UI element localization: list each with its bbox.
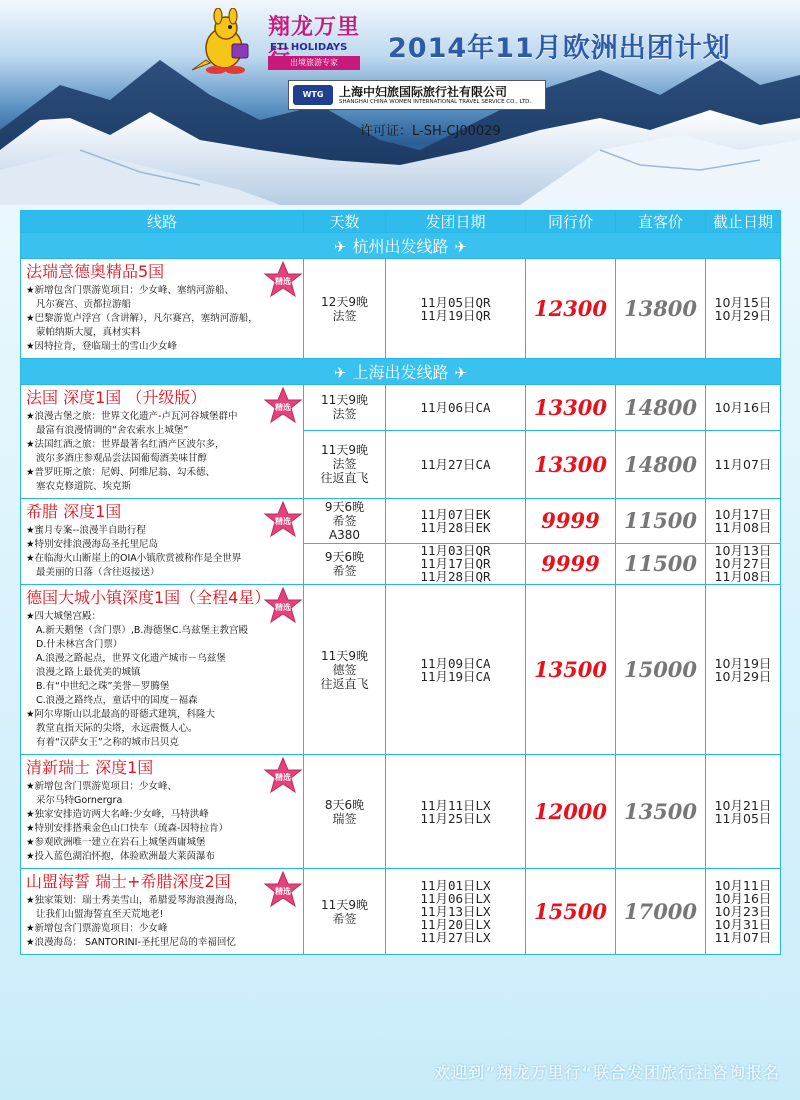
route-cell — [21, 869, 304, 955]
deadline-cell — [706, 259, 781, 359]
departure-date: 11月25日LX — [420, 810, 491, 826]
deadline-date: 10月13日 — [714, 543, 772, 559]
badge-label: 精选 — [275, 773, 291, 782]
column-header-peer-price: 同行价 — [526, 211, 616, 233]
highlight-item: C.浪漫之路终点，童话中的国度－福森 — [36, 695, 198, 706]
column-header-departure: 发团日期 — [386, 211, 526, 233]
days-cell — [304, 430, 386, 498]
departure-date: 11月01日LX — [420, 878, 491, 893]
direct-price: 13800 — [616, 259, 706, 359]
days-text: 瑞签 — [332, 811, 357, 826]
highlight-item: 蒙帕纳斯大厦，真材实料 — [36, 327, 141, 338]
route-title: 山盟海誓 瑞士+希腊深度2国 — [26, 872, 231, 891]
departure-date: 11月07日EK — [420, 506, 491, 522]
departure-date: 11月27日LX — [420, 930, 491, 945]
deadline-date: 11月07日 — [714, 456, 772, 472]
company-logo — [180, 8, 370, 78]
agency-badge-icon: WTG — [293, 85, 333, 105]
plane-icon: ✈ — [333, 238, 347, 256]
peer-price: 12000 — [526, 755, 616, 869]
days-text: 11天9晚 — [321, 443, 368, 458]
departure-dates-cell — [386, 543, 526, 584]
kangaroo-mascot-icon — [180, 8, 265, 78]
region-label: 杭州出发线路 — [352, 237, 449, 256]
departure-date: 11月13日LX — [420, 904, 491, 919]
deadline-cell — [706, 585, 781, 755]
days-cell — [304, 543, 386, 584]
days-text: 法签 — [332, 308, 357, 323]
deadline-cell — [706, 430, 781, 498]
departure-dates-cell — [386, 755, 526, 869]
days-cell — [304, 499, 386, 544]
table-row — [21, 499, 781, 544]
featured-star-badge-icon — [263, 587, 303, 625]
highlight-item: 最美丽的日落（含往返接送） — [36, 567, 160, 578]
departure-dates-cell — [386, 869, 526, 955]
deadline-cell — [706, 499, 781, 544]
highlight-item: ★参观欧洲唯一建立在岩石上城堡西庸城堡 — [26, 837, 206, 848]
deadline-date: 10月16日 — [714, 891, 772, 906]
column-header-deadline: 截止日期 — [706, 211, 781, 233]
peer-price: 13500 — [526, 585, 616, 755]
deadline-cell — [706, 543, 781, 584]
deadline-cell — [706, 385, 781, 431]
region-label: 上海出发线路 — [352, 363, 449, 382]
highlight-item: ★特别安排浪漫海岛圣托里尼岛 — [26, 539, 159, 550]
departure-date: 11月17日QR — [420, 556, 491, 572]
featured-star-badge-icon — [263, 387, 303, 425]
deadline-date: 10月16日 — [714, 399, 772, 415]
table-row — [21, 585, 781, 755]
tour-schedule-table — [20, 210, 781, 955]
days-text: 希签 — [332, 911, 357, 926]
highlight-item: D.什未林宫含门票） — [36, 639, 123, 650]
days-text: 往返直飞 — [320, 676, 369, 691]
highlight-item: ★在临海火山断崖上的OIA小镇欣赏被称作是全世界 — [26, 553, 242, 564]
peer-price: 13300 — [526, 385, 616, 431]
departure-date: 11月27日CA — [420, 456, 491, 472]
departure-date: 11月20日LX — [420, 917, 491, 932]
direct-price: 11500 — [616, 499, 706, 544]
departure-date: 11月05日QR — [420, 294, 491, 310]
deadline-date: 10月31日 — [714, 917, 772, 932]
highlight-item: ★普罗旺斯之旅：尼姆、阿维尼翁、勾禾德、 — [26, 467, 216, 478]
deadline-date: 10月17日 — [714, 506, 772, 522]
departure-dates-cell — [386, 430, 526, 498]
highlight-item: ★新增包含门票游览项目：少女峰、 — [26, 781, 178, 792]
highlight-item: ★蜜月专案--浪漫半自助行程 — [26, 525, 146, 536]
highlight-item: 让我们山盟海誓直至天荒地老! — [36, 909, 164, 920]
deadline-date: 11月07日 — [714, 930, 772, 945]
brand-name-cn: 翔龙万里 — [268, 14, 361, 40]
route-cell — [21, 585, 304, 755]
peer-price: 13300 — [526, 430, 616, 498]
departure-date: 11月06日CA — [420, 399, 491, 415]
plane-icon: ✈ — [454, 364, 468, 382]
route-highlights — [26, 284, 298, 354]
featured-star-badge-icon — [263, 261, 303, 299]
deadline-date: 10月29日 — [714, 668, 772, 684]
peer-price: 9999 — [526, 543, 616, 584]
departure-dates-cell — [386, 585, 526, 755]
highlight-item: ★浪漫海岛： SANTORINI-圣托里尼岛的幸福回忆 — [26, 937, 236, 948]
direct-price: 14800 — [616, 430, 706, 498]
direct-price: 11500 — [616, 543, 706, 584]
deadline-cell — [706, 869, 781, 955]
deadline-date: 10月19日 — [714, 655, 772, 671]
badge-label: 精选 — [275, 517, 291, 526]
region-header — [21, 359, 781, 385]
days-cell — [304, 585, 386, 755]
days-text: 8天6晚 — [324, 797, 365, 812]
highlight-item: ★投入蓝色湖泊怀抱，体验欧洲最大莱茵瀑布 — [26, 851, 216, 862]
highlight-item: ★因特拉肯，登临瑞士的雪山少女峰 — [26, 341, 178, 352]
peer-price: 9999 — [526, 499, 616, 544]
direct-price: 14800 — [616, 385, 706, 431]
highlight-item: 浪漫之路上最优美的城镇 — [36, 667, 141, 678]
agency-name-cn: 上海中妇旅国际旅行社有限公司 — [339, 85, 508, 99]
route-title: 法国 深度1国 （升级版） — [26, 388, 207, 407]
direct-price: 13500 — [616, 755, 706, 869]
badge-label: 精选 — [275, 277, 291, 286]
highlight-item: A.浪漫之路起点，世界文化遗产城市－乌兹堡 — [36, 653, 226, 664]
brand-name-en: ETI HOLIDAYS — [270, 42, 348, 53]
departure-date: 11月19日QR — [420, 307, 491, 323]
days-text: 德签 — [332, 662, 357, 677]
badge-label: 精选 — [275, 403, 291, 412]
footer-slogan: 欢迎到”翔龙万里行“联合发团旅行社咨询报名 — [433, 1063, 780, 1082]
route-title: 法瑞意德奥精品5国 — [26, 262, 165, 281]
featured-star-badge-icon — [263, 501, 303, 539]
direct-price: 17000 — [616, 869, 706, 955]
highlight-item: ★阿尔卑斯山以北最高的哥德式建筑，科隆大 — [26, 709, 216, 720]
highlight-item: 最富有浪漫情调的“舍农索水上城堡” — [36, 425, 189, 436]
highlight-item: B.有“中世纪之珠”美誉－罗腾堡 — [36, 681, 170, 692]
route-highlights — [26, 410, 298, 494]
table-row — [21, 259, 781, 359]
days-text: 12天9晚 — [321, 294, 368, 309]
agency-name-en: SHANGHAI CHINA WOMEN INTERNATIONAL TRAVEL SERVICE CO., LTD. — [339, 99, 532, 105]
table-body — [21, 233, 781, 955]
column-header-route: 线路 — [21, 211, 304, 233]
days-cell — [304, 755, 386, 869]
route-cell — [21, 259, 304, 359]
departure-date: 11月03日QR — [420, 543, 491, 559]
highlight-item: 采尔马特Gornergra — [36, 795, 123, 806]
header-banner — [0, 0, 800, 205]
days-cell — [304, 385, 386, 431]
table-header-row — [21, 211, 781, 233]
highlight-item: 波尔多酒庄参观品尝法国葡萄酒美味甘醇 — [36, 453, 208, 464]
highlight-item: ★新增包含门票游览项目：少女峰 — [26, 923, 168, 934]
column-header-direct-price: 直客价 — [616, 211, 706, 233]
highlight-item: ★特别安排搭乘金色山口快车（琉森-因特拉肯） — [26, 823, 228, 834]
plane-icon: ✈ — [333, 364, 347, 382]
region-header — [21, 233, 781, 259]
license-number: 许可证：L-SH-CJ00029 — [360, 124, 501, 139]
peer-price: 12300 — [526, 259, 616, 359]
route-title: 希腊 深度1国 — [26, 502, 122, 521]
route-cell — [21, 385, 304, 499]
deadline-date: 10月29日 — [714, 307, 772, 323]
days-text: 9天6晚 — [324, 549, 365, 564]
days-text: 11天9晚 — [321, 648, 368, 663]
featured-star-badge-icon — [263, 757, 303, 795]
plane-icon: ✈ — [454, 238, 468, 256]
route-cell — [21, 755, 304, 869]
departure-date: 11月28日QR — [420, 569, 491, 585]
route-highlights — [26, 524, 298, 580]
highlight-item: ★浪漫古堡之旅：世界文化遗产-卢瓦河谷城堡群中 — [26, 411, 238, 422]
deadline-date: 10月21日 — [714, 797, 772, 813]
days-text: 希签 — [332, 563, 357, 578]
days-text: 法签 — [332, 457, 357, 472]
departure-dates-cell — [386, 385, 526, 431]
highlight-item: 有着“汉萨女王”之称的城市吕贝克 — [36, 737, 179, 748]
days-cell — [304, 259, 386, 359]
highlight-item: A.新天鹅堡（含门票）,B.海德堡C.乌兹堡主教宫殿 — [36, 625, 249, 636]
featured-star-badge-icon — [263, 871, 303, 909]
route-highlights — [26, 610, 298, 750]
route-cell — [21, 499, 304, 585]
highlight-item: 塞农克修道院、埃克斯 — [36, 481, 132, 492]
route-highlights — [26, 780, 298, 864]
highlight-item: ★四大城堡宫殿： — [26, 611, 102, 622]
departure-date: 11月11日LX — [420, 797, 491, 813]
route-title: 清新瑞士 深度1国 — [26, 758, 154, 777]
route-highlights — [26, 894, 298, 950]
brand-tagline: 出境旅游专家 — [268, 56, 360, 70]
deadline-date: 11月05日 — [714, 810, 772, 826]
table-row — [21, 385, 781, 431]
days-text: 9天6晚 — [324, 499, 365, 514]
days-cell — [304, 869, 386, 955]
table-row — [21, 755, 781, 869]
departure-date: 11月09日CA — [420, 655, 491, 671]
days-text: 11天9晚 — [321, 897, 368, 912]
page-title: 2014年11月欧洲出团计划 — [388, 33, 731, 64]
deadline-date: 10月27日 — [714, 556, 772, 572]
highlight-item: 凡尔赛宫、贡都拉游船 — [36, 299, 132, 310]
days-text: 法签 — [332, 407, 357, 422]
deadline-date: 11月08日 — [714, 519, 772, 535]
departure-dates-cell — [386, 499, 526, 544]
days-text: 11天9晚 — [321, 393, 368, 408]
column-header-days: 天数 — [304, 211, 386, 233]
agency-logo-box — [288, 80, 546, 110]
table-row — [21, 869, 781, 955]
highlight-item: ★法国红酒之旅：世界最著名红酒产区波尔多， — [26, 439, 225, 450]
highlight-item: ★新增包含门票游览项目：少女峰、塞纳河游船、 — [26, 285, 235, 296]
deadline-date: 10月15日 — [714, 294, 772, 310]
region-header-row — [21, 233, 781, 259]
highlight-item: ★巴黎游览卢浮宫（含讲解），凡尔赛宫，塞纳河游船， — [26, 313, 258, 324]
deadline-date: 11月08日 — [714, 569, 772, 585]
highlight-item: ★独家安排造访两大名峰:少女峰，马特洪峰 — [26, 809, 209, 820]
region-header-row — [21, 359, 781, 385]
badge-label: 精选 — [275, 887, 291, 896]
deadline-cell — [706, 755, 781, 869]
deadline-date: 10月11日 — [714, 878, 772, 893]
highlight-item: 教堂直指天际的尖塔，永远震慑人心。 — [36, 723, 198, 734]
badge-label: 精选 — [275, 603, 291, 612]
days-text: 希签 — [332, 513, 357, 528]
departure-date: 11月19日CA — [420, 668, 491, 684]
departure-date: 11月28日EK — [420, 519, 491, 535]
days-text: 往返直飞 — [320, 471, 369, 486]
departure-dates-cell — [386, 259, 526, 359]
departure-date: 11月06日LX — [420, 891, 491, 906]
route-title: 德国大城小镇深度1国（全程4星） — [26, 588, 271, 607]
deadline-date: 10月23日 — [714, 904, 772, 919]
highlight-item: ★独家策划：瑞士秀美雪山，希腊爱琴海浪漫海岛， — [26, 895, 244, 906]
direct-price: 15000 — [616, 585, 706, 755]
days-text: A380 — [328, 527, 361, 542]
peer-price: 15500 — [526, 869, 616, 955]
